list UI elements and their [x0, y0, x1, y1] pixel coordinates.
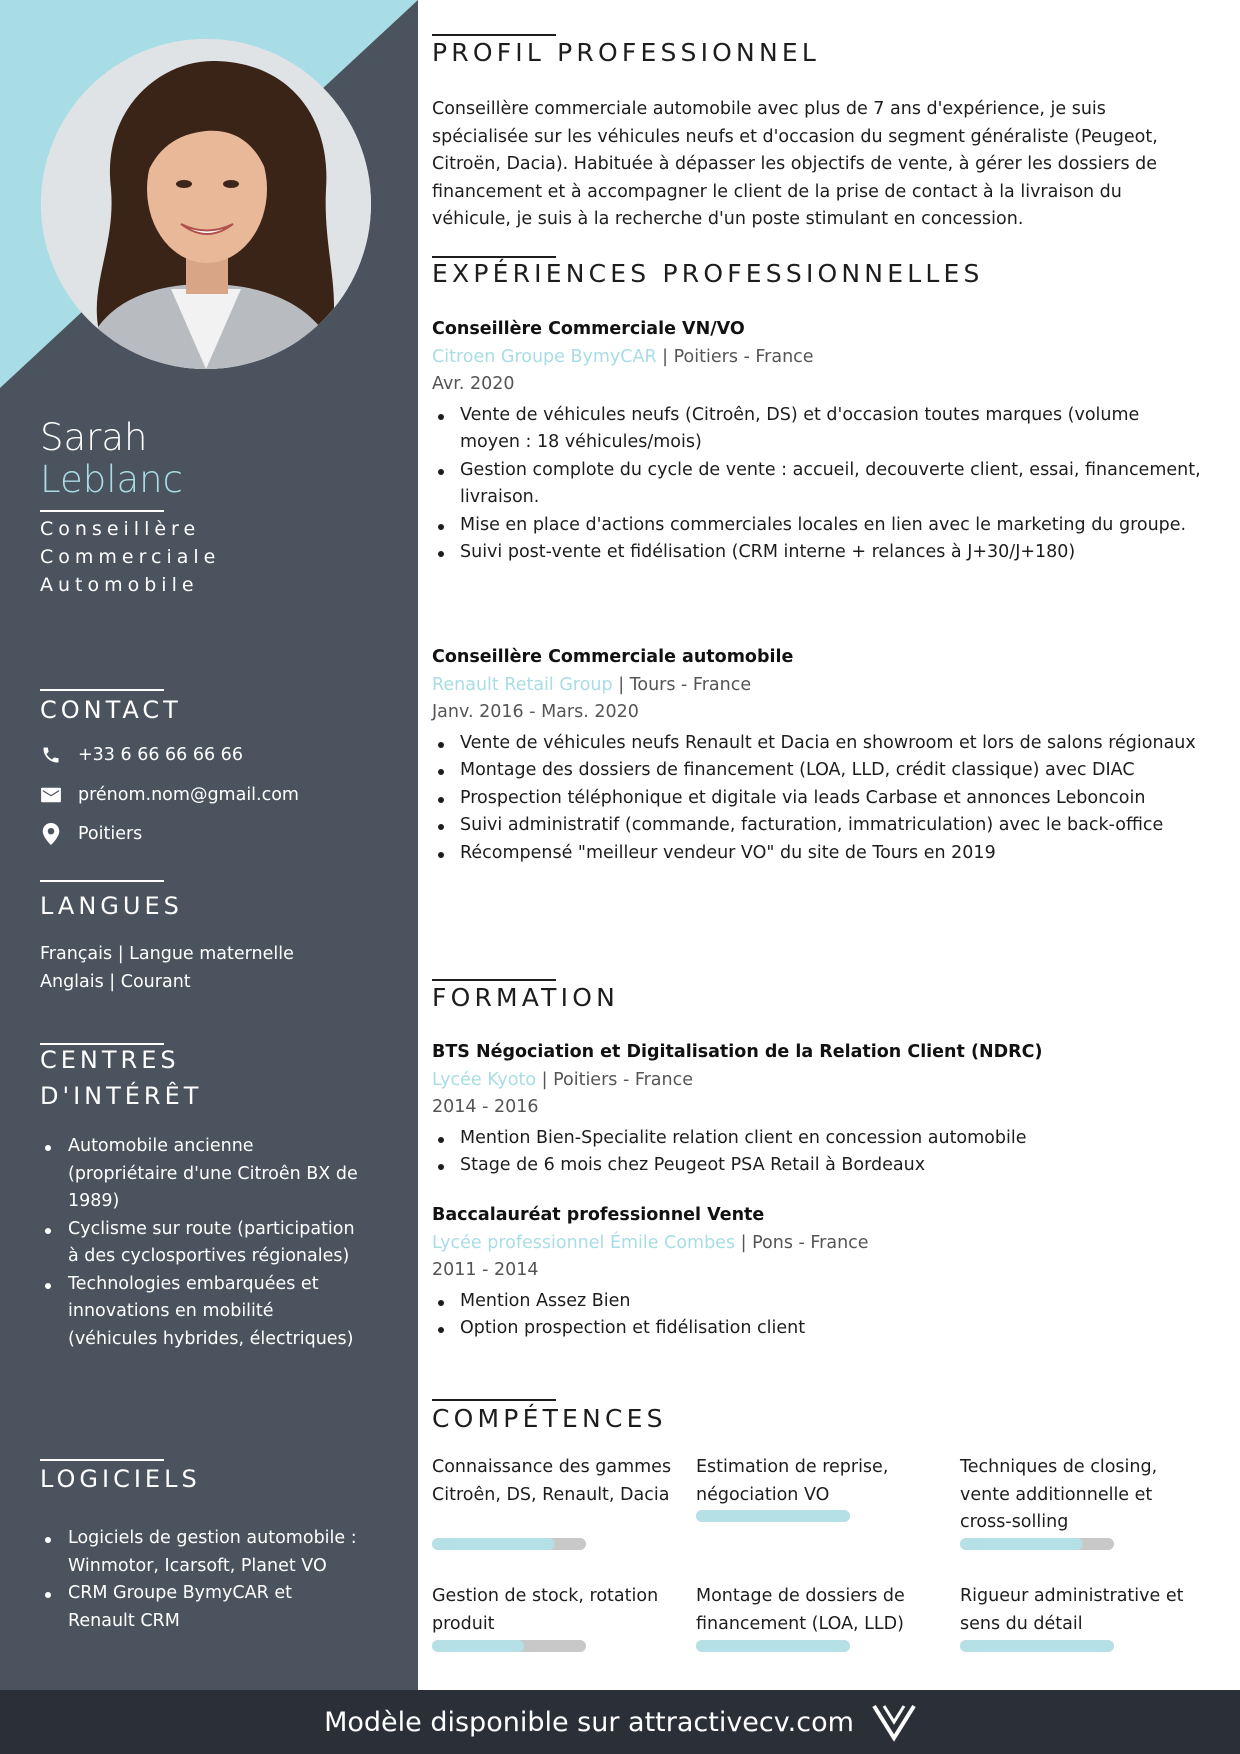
skill-label: Techniques de closing, vente additionnelle et cross-solling [960, 1457, 1158, 1532]
skill-level-bar [696, 1510, 850, 1522]
experience-entry [432, 644, 1202, 867]
school-line [432, 1067, 1202, 1095]
profile-summary: Conseillère commerciale automobile avec plus de 7 ans d'expérience, je suis spécialisée sur les véhicules neufs et d'occasion du segment généraliste (Peugeot, Citroën, Dacia). Habituée à dépasser les objectifs de vente, à gérer les dossiers de financement et à accompagner le client de la prise de contact à la livraison du véhicule, je suis à la recherche d'un poste stimulant en concession. [432, 99, 1158, 229]
software-heading: LOGICIELS [40, 1465, 201, 1493]
skill-level-bar [960, 1538, 1114, 1550]
contact-location [40, 823, 142, 845]
phone-icon [40, 744, 62, 766]
interests-heading-line1: CENTRES [40, 1046, 180, 1074]
skill-level-fill [960, 1640, 1114, 1652]
interest-item: Technologies embarquées et innovations en mobilité (véhicules hybrides, électriques) [40, 1271, 360, 1354]
skill-level-fill [696, 1640, 850, 1652]
education-bullet: Option prospection et fidélisation client [432, 1315, 1202, 1343]
attractivecv-logo-icon [872, 1702, 916, 1742]
company-location: | Poitiers - France [656, 346, 814, 367]
school-location: | Poitiers - France [536, 1069, 694, 1090]
education-bullets [432, 1125, 1202, 1180]
skill-label: Rigueur administrative et sens du détail [960, 1586, 1184, 1634]
job-entry-title: Conseillère Commerciale automobile [432, 647, 794, 667]
job-entry-company [432, 344, 1202, 372]
job-entry-company [432, 672, 1202, 700]
location-text: Poitiers [78, 824, 143, 844]
candidate-name [40, 417, 183, 501]
skill-level-bar [432, 1538, 586, 1550]
footer-text[interactable]: Modèle disponible sur attractivecv.com [324, 1706, 854, 1738]
first-name: Sarah [40, 416, 148, 459]
language-item: Français | Langue maternelle [40, 944, 294, 964]
job-entry-dates: Janv. 2016 - Mars. 2020 [432, 702, 639, 722]
skill-label: Gestion de stock, rotation produit [432, 1586, 659, 1634]
job-bullet: Récompensé "meilleur vendeur VO" du site de Tours en 2019 [432, 840, 1202, 868]
education-dates: 2011 - 2014 [432, 1260, 539, 1280]
skill-level-bar [432, 1640, 586, 1652]
job-bullet: Montage des dossiers de financement (LOA, LLD, crédit classique) avec DIAC [432, 757, 1202, 785]
skills-heading: COMPÉTENCES [432, 1404, 667, 1433]
profile-heading: PROFIL PROFESSIONNEL [432, 38, 820, 67]
school-line [432, 1230, 1202, 1258]
skill-label: Montage de dossiers de financement (LOA, LLD) [696, 1586, 905, 1634]
education-dates: 2014 - 2016 [432, 1097, 539, 1117]
job-entry-title: Conseillère Commerciale VN/VO [432, 319, 745, 339]
skill-label: Connaissance des gammes Citroên, DS, Renault, Dacia [432, 1457, 672, 1505]
profile-photo [41, 39, 371, 369]
contact-phone [40, 744, 243, 766]
software-item: Logiciels de gestion automobile : Winmotor, Icarsoft, Planet VO [40, 1525, 360, 1580]
software-item: CRM Groupe BymyCAR et Renault CRM [40, 1580, 360, 1635]
skill-level-fill [432, 1538, 555, 1550]
experience-heading: EXPÉRIENCES PROFESSIONNELLES [432, 259, 984, 288]
education-bullets [432, 1288, 1202, 1343]
company-name: Citroen Groupe BymyCAR [432, 346, 657, 367]
last-name: Leblanc [40, 458, 183, 501]
job-bullet: Vente de véhicules neufs Renault et Dacia en showroom et lors de salons régionaux [432, 730, 1202, 758]
interests-list [40, 1133, 360, 1353]
school-name: Lycée professionnel Émile Combes [432, 1232, 736, 1253]
education-bullet: Mention Bien-Specialite relation client en concession automobile [432, 1125, 1202, 1153]
job-bullets [432, 730, 1202, 868]
languages-divider [40, 880, 164, 882]
interest-item: Cyclisme sur route (participation à des cyclosportives régionales) [40, 1216, 360, 1271]
contact-heading: CONTACT [40, 696, 182, 724]
location-pin-icon [40, 823, 62, 845]
skill-level-bar [696, 1640, 850, 1652]
education-bullet: Mention Assez Bien [432, 1288, 1202, 1316]
job-bullet: Vente de véhicules neufs (Citroên, DS) et d'occasion toutes marques (volume moyen : 18 véhicules/mois) [432, 402, 1202, 457]
job-bullet: Suivi post-vente et fidélisation (CRM interne + relances à J+30/J+180) [432, 539, 1202, 567]
email-address: prénom.nom@gmail.com [78, 785, 299, 805]
skill-level-fill [696, 1510, 850, 1522]
interests-heading-line2: D'INTÉRÊT [40, 1082, 203, 1110]
software-list [40, 1525, 360, 1635]
phone-number: +33 6 66 66 66 66 [78, 745, 243, 765]
job-title: Conseillère Commerciale Automobile [40, 518, 221, 596]
job-bullet: Mise en place d'actions commerciales locales en lien avec le marketing du groupe. [432, 512, 1202, 540]
education-entry [432, 1202, 1202, 1343]
skill-label: Estimation de reprise, négociation VO [696, 1457, 889, 1505]
experience-entry [432, 316, 1202, 567]
school-location: | Pons - France [735, 1232, 869, 1253]
interest-item: Automobile ancienne (propriétaire d'une Citroên BX de 1989) [40, 1133, 360, 1216]
footer-banner[interactable] [0, 1690, 1240, 1754]
contact-email [40, 784, 299, 806]
title-divider [40, 510, 164, 512]
school-name: Lycée Kyoto [432, 1069, 537, 1090]
language-item: Anglais | Courant [40, 972, 191, 992]
job-bullet: Suivi administratif (commande, facturation, immatriculation) avec le back-office [432, 812, 1202, 840]
degree-title: Baccalauréat professionnel Vente [432, 1205, 765, 1225]
skill-level-fill [432, 1640, 524, 1652]
job-bullets [432, 402, 1202, 567]
skill-level-fill [960, 1538, 1083, 1550]
mail-icon [40, 784, 62, 806]
education-entry [432, 1039, 1202, 1180]
sidebar [0, 0, 418, 1690]
degree-title: BTS Négociation et Digitalisation de la Relation Client (NDRC) [432, 1042, 1043, 1062]
contact-divider [40, 689, 164, 691]
education-bullet: Stage de 6 mois chez Peugeot PSA Retail à Bordeaux [432, 1152, 1202, 1180]
skill-level-bar [960, 1640, 1114, 1652]
interests-heading [40, 1042, 202, 1114]
languages-list [40, 940, 380, 996]
company-name: Renault Retail Group [432, 674, 613, 695]
job-entry-dates: Avr. 2020 [432, 374, 515, 394]
languages-heading: LANGUES [40, 892, 183, 920]
company-location: | Tours - France [612, 674, 752, 695]
education-heading: FORMATION [432, 983, 619, 1012]
job-bullet: Prospection téléphonique et digitale via leads Carbase et annonces Leboncoin [432, 785, 1202, 813]
job-bullet: Gestion complote du cycle de vente : accueil, decouverte client, essai, financement, livraison. [432, 457, 1202, 512]
